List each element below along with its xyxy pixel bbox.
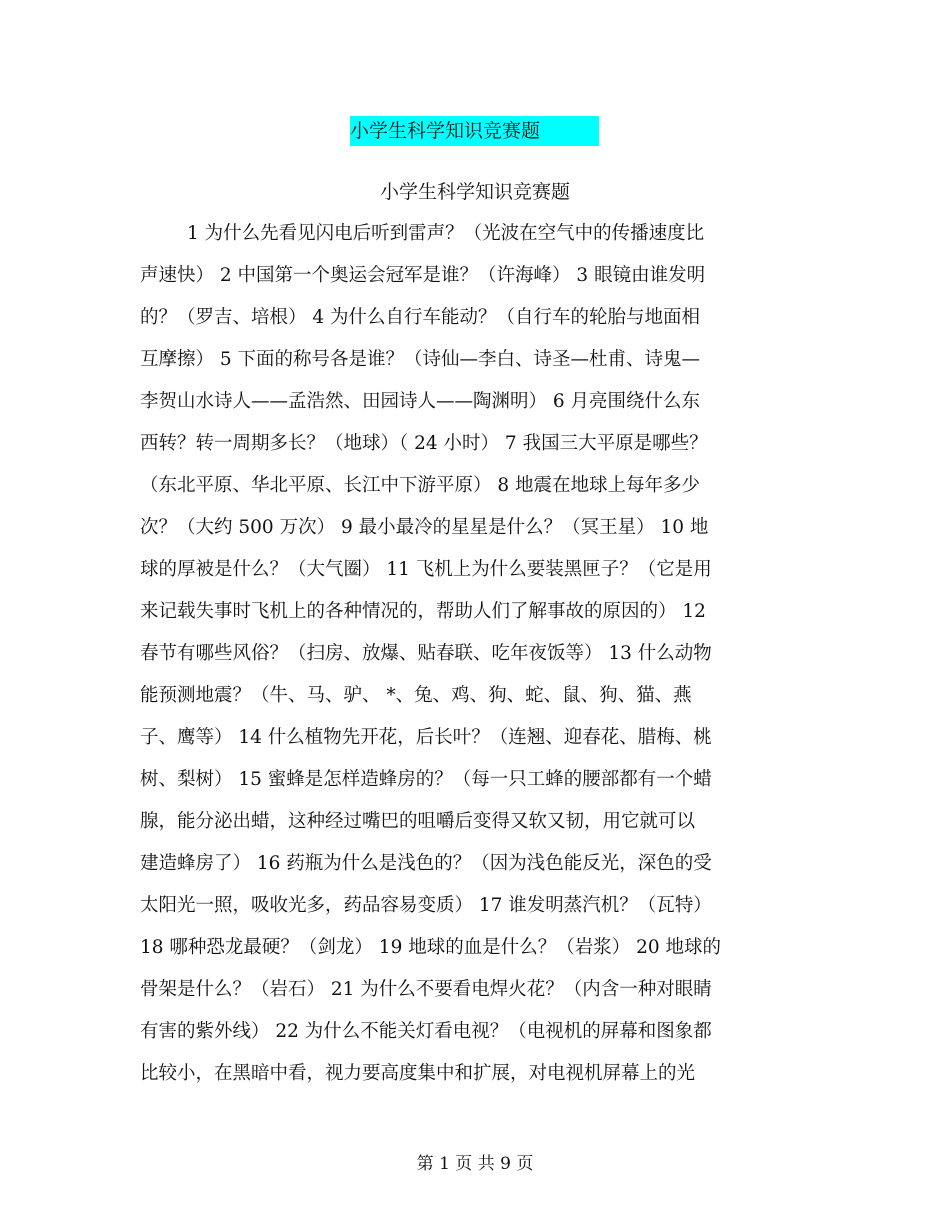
text-line: 建造蜂房了） 16 药瓶为什么是浅色的？（因为浅色能反光，深色的受	[140, 853, 712, 874]
text-line: 树、梨树） 15 蜜蜂是怎样造蜂房的？（每一只工蜂的腰部都有一个蜡	[140, 769, 712, 790]
text-line: 有害的紫外线） 22 为什么不能关灯看电视？（电视机的屏幕和图象都	[140, 1021, 712, 1042]
text-line: 子、鹰等） 14 什么植物先开花，后长叶？（连翘、迎春花、腊梅、桃	[140, 727, 712, 748]
text-line: 互摩擦） 5 下面的称号各是谁？（诗仙—李白、诗圣—杜甫、诗鬼—	[140, 349, 701, 370]
text-line: （东北平原、华北平原、长江中下游平原） 8 地震在地球上每年多少	[140, 475, 701, 496]
text-line: 腺，能分泌出蜡，这种经过嘴巴的咀嚼后变得又软又韧，用它就可以	[140, 811, 696, 832]
text-line: 西转？转一周期多长？（地球）（ 24 小时） 7 我国三大平原是哪些？	[140, 433, 708, 454]
text-line: 骨架是什么？（岩石） 21 为什么不要看电焊火花？（内含一种对眼睛	[140, 979, 712, 1000]
text-line: 声速快） 2 中国第一个奥运会冠军是谁？（许海峰） 3 眼镜由谁发明	[140, 265, 706, 286]
document-title: 小学生科学知识竞赛题	[350, 116, 599, 146]
text-line: 球的厚被是什么？（大气圈） 11 飞机上为什么要装黑匣子？（它是用	[140, 559, 712, 580]
text-line: 来记载失事时飞机上的各种情况的，帮助人们了解事故的原因的） 12	[140, 601, 706, 622]
text-line: 比较小，在黑暗中看，视力要高度集中和扩展，对电视机屏幕上的光	[140, 1063, 696, 1084]
page-footer: 第 1 页 共 9 页	[416, 1154, 534, 1174]
text-line: 能预测地震？（牛、马、驴、 *、兔、鸡、狗、蛇、鼠、狗、猫、燕	[140, 685, 692, 706]
text-line: 的？（罗吉、培根） 4 为什么自行车能动？（自行车的轮胎与地面相	[140, 307, 701, 328]
text-line: 18 哪种恐龙最硬？（剑龙） 19 地球的血是什么？（岩浆） 20 地球的	[140, 937, 722, 958]
document-subtitle: 小学生科学知识竞赛题	[379, 181, 570, 203]
text-line: 太阳光一照，吸收光多，药品容易变质） 17 谁发明蒸汽机？（瓦特）	[140, 895, 712, 916]
text-line: 李贺山水诗人——孟浩然、田园诗人——陶渊明） 6 月亮围绕什么东	[140, 391, 701, 412]
text-line: 次？（大约 500 万次） 9 最小最冷的星星是什么？（冥王星） 10 地	[140, 517, 709, 538]
text-line: 1 为什么先看见闪电后听到雷声？（光波在空气中的传播速度比	[187, 223, 705, 244]
text-line: 春节有哪些风俗？（扫房、放爆、贴春联、吃年夜饭等） 13 什么动物	[140, 643, 712, 664]
